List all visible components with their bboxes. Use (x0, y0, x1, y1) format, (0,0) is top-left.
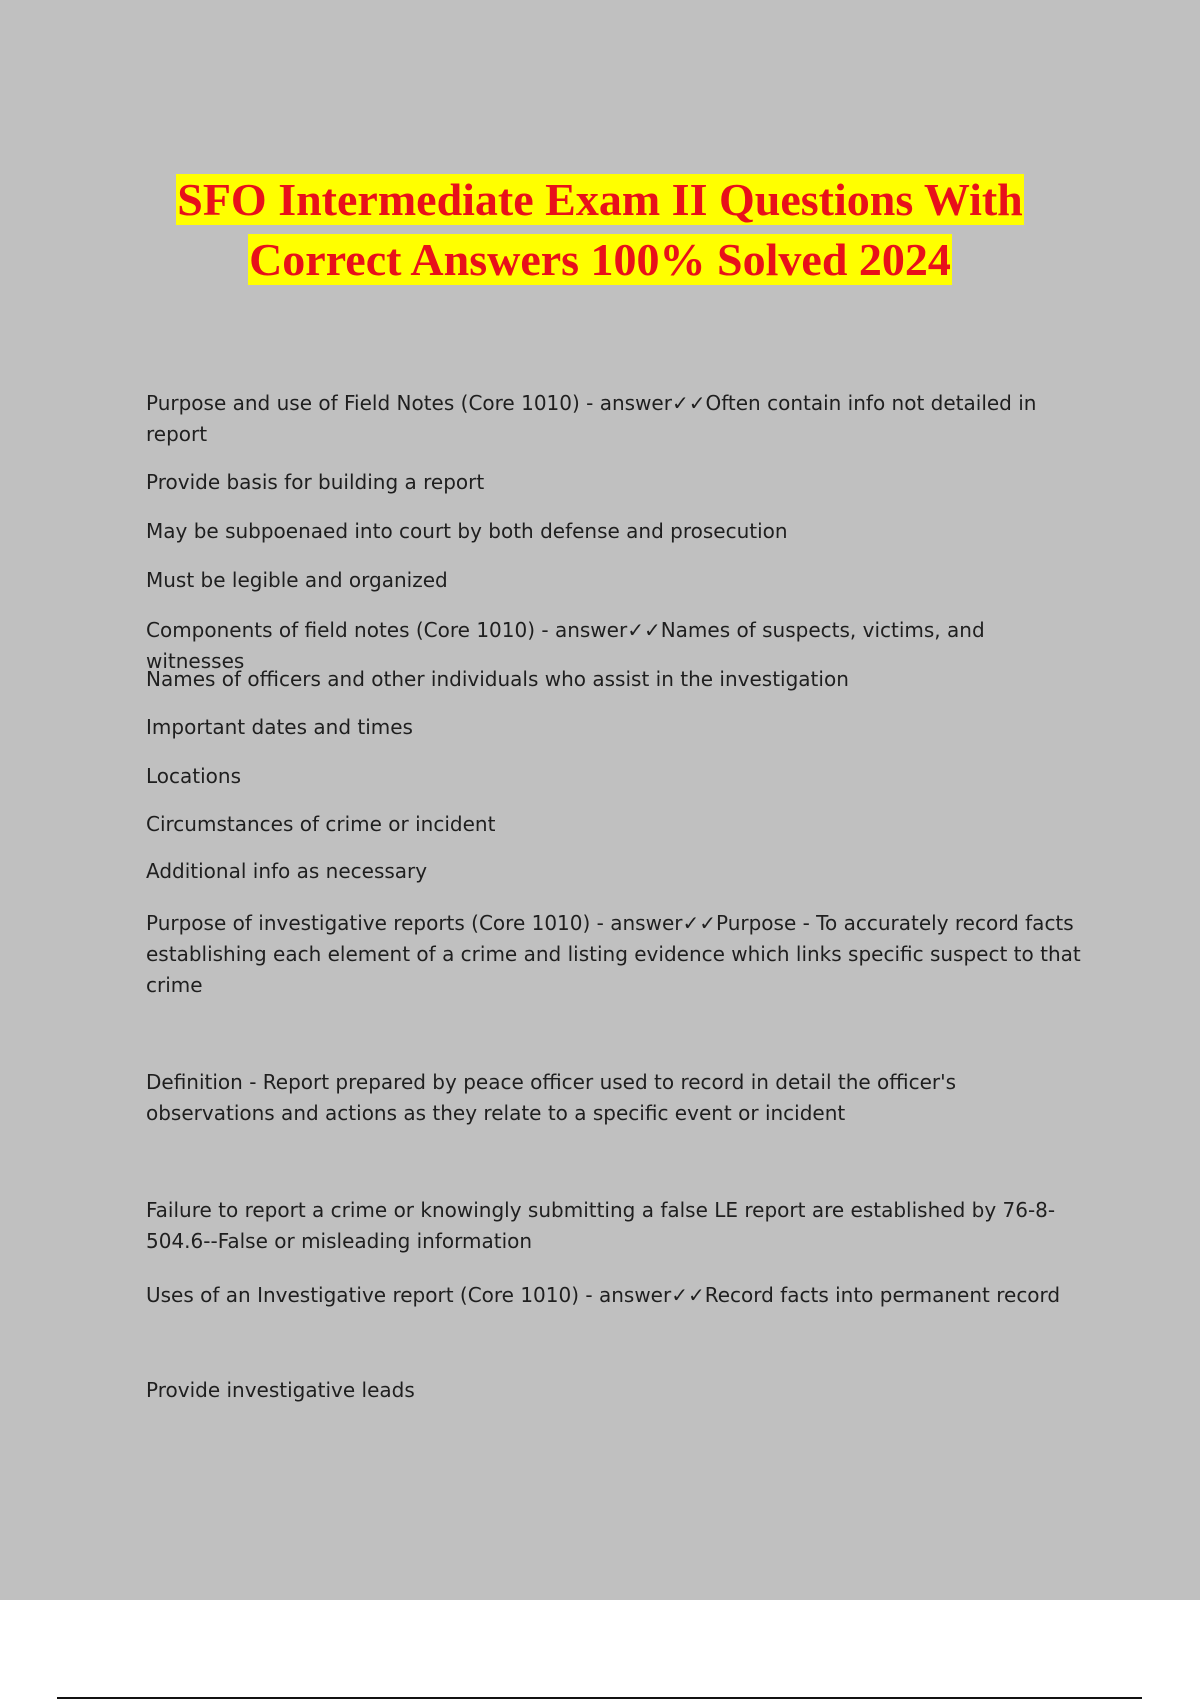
paragraph-officers-names: Names of officers and other individuals who assist in the investigation (146, 667, 849, 691)
title-line-2: Correct Answers 100% Solved 2024 (249, 234, 951, 285)
footer-rule (57, 1697, 1142, 1699)
paragraph-definition: Definition - Report prepared by peace officer used to record in detail the officer's observations and actions as they relate to a specific event or incident (146, 1070, 957, 1125)
paragraph-field-notes-purpose: Purpose and use of Field Notes (Core 1010) - answer✓✓Often contain info not detailed in report (146, 391, 1037, 446)
paragraph-dates-times: Important dates and times (146, 715, 413, 739)
paragraph-basis-report: Provide basis for building a report (146, 470, 485, 494)
paragraph-failure-to-report: Failure to report a crime or knowingly submitting a false LE report are established by 76-8-504.6--False or misleading information (146, 1198, 1056, 1253)
title-line-1: SFO Intermediate Exam II Questions With (177, 174, 1023, 225)
paragraph-investigative-leads: Provide investigative leads (146, 1378, 415, 1402)
document-title (0, 170, 1200, 290)
paragraph-locations: Locations (146, 764, 242, 788)
paragraph-additional-info: Additional info as necessary (146, 859, 428, 883)
paragraph-subpoenaed: May be subpoenaed into court by both defense and prosecution (146, 519, 788, 543)
paragraph-circumstances: Circumstances of crime or incident (146, 812, 496, 836)
paragraph-legible: Must be legible and organized (146, 568, 448, 592)
paragraph-field-notes-components: Components of field notes (Core 1010) - answer✓✓Names of suspects, victims, and witnesses (146, 618, 985, 673)
paragraph-investigative-reports-purpose: Purpose of investigative reports (Core 1010) - answer✓✓Purpose - To accurately record facts establishing each element of a crime and listing evidence which links specific suspect to that crime (146, 911, 1081, 997)
paragraph-investigative-report-uses: Uses of an Investigative report (Core 1010) - answer✓✓Record facts into permanent record (146, 1283, 1061, 1307)
